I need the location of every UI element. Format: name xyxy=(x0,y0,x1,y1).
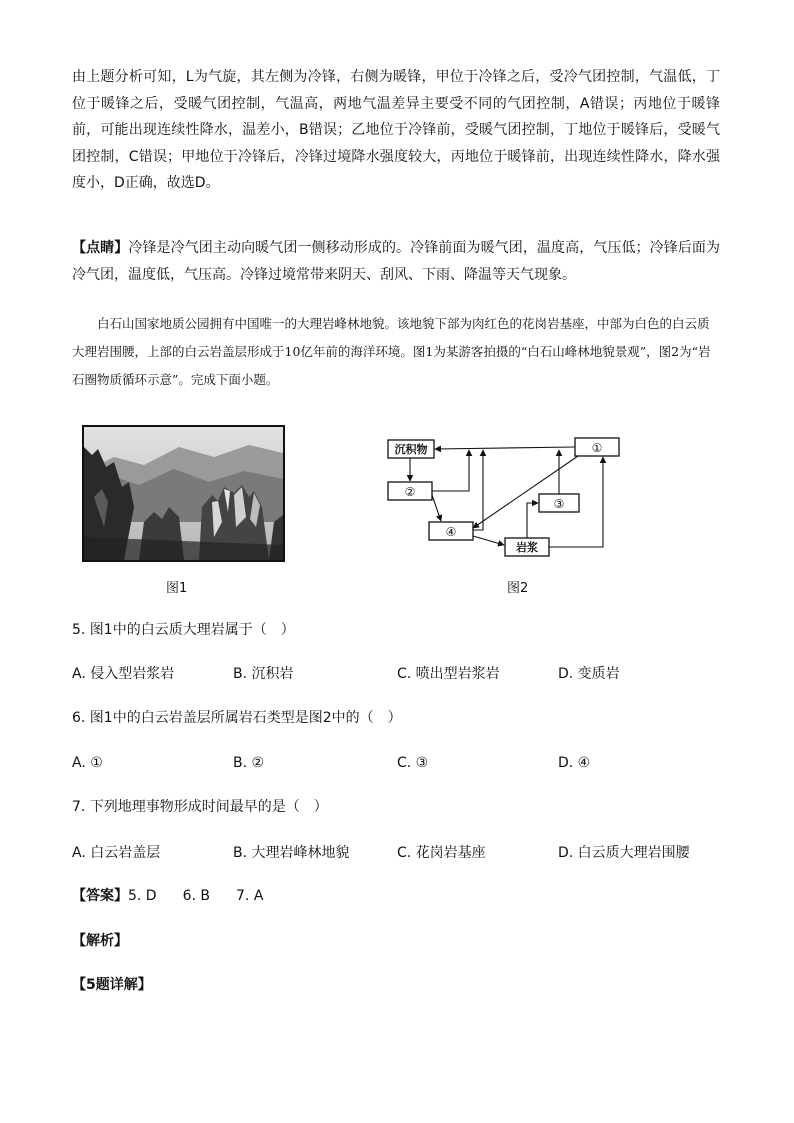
analysis-paragraph: 由上题分析可知，L为气旋，其左侧为冷锋，右侧为暖锋，甲位于冷锋之后，受冷气团控制，气温低，丁位于暖锋之后，受暖气团控制，气温高，两地气温差异主要受不同的气团控制，A错误；丙地位于暖锋前，可能出现连续性降水，温差小，B错误；乙地位于冷锋前，受暖气团控制，丁地位于暖锋后，受暖气团控制，C错误；甲地位于冷锋后，冷锋过境降水强度较大，丙地位于暖锋前，出现连续性降水，降水强度小，D正确，故选D。 xyxy=(72,69,720,191)
figure1-photo xyxy=(82,425,285,562)
answer-item-6: 6. B xyxy=(182,888,211,904)
question-7-option-b: B. 大理岩峰林地貌 xyxy=(233,845,350,861)
question-7-option-c: C. 花岗岩基座 xyxy=(397,845,486,861)
answer-row xyxy=(72,886,263,906)
node-1-label: ① xyxy=(591,441,603,455)
tip-text: 冷锋是冷气团主动向暖气团一侧移动形成的。冷锋前面为暖气团，温度高，气压低；冷锋后面为冷气团，温度低，气压高。冷锋过境常带来阴天、刮风、下雨、降温等天气现象。 xyxy=(72,240,721,283)
node-3-label: ③ xyxy=(553,497,565,511)
landscape-image xyxy=(84,427,283,560)
answer-label: 【答案】 xyxy=(72,888,128,904)
figure2-rock-cycle-diagram xyxy=(385,432,625,562)
question-6-option-d: D. ④ xyxy=(558,755,591,771)
question-5-option-b: B. 沉积岩 xyxy=(233,666,294,682)
question-7-option-d: D. 白云质大理岩围腰 xyxy=(558,845,690,861)
figure2-caption: 图2 xyxy=(507,581,529,596)
tip-label: 【点睛】 xyxy=(72,240,129,256)
question-6-stem: 6. 图1中的白云岩盖层所属岩石类型是图2中的（ ） xyxy=(72,710,402,726)
answer-item-5: 5. D xyxy=(128,888,157,904)
question-6-option-b: B. ② xyxy=(233,755,265,771)
question-5-option-d: D. 变质岩 xyxy=(558,666,620,682)
question-6-option-c: C. ③ xyxy=(397,755,429,771)
tip-paragraph xyxy=(72,235,720,288)
question-7-stem: 7. 下列地理事物形成时间最早的是（ ） xyxy=(72,799,328,815)
question-6-option-a: A. ① xyxy=(72,755,103,771)
question-5-option-a: A. 侵入型岩浆岩 xyxy=(72,666,175,682)
node-4-label: ④ xyxy=(445,525,457,539)
question-5-stem: 5. 图1中的白云质大理岩属于（ ） xyxy=(72,622,295,638)
figure1-caption: 图1 xyxy=(166,581,188,596)
question-5-detail-label: 【5题详解】 xyxy=(72,977,152,993)
node-magma-label: 岩浆 xyxy=(516,541,538,554)
question-intro: 白石山国家地质公园拥有中国唯一的大理岩峰林地貌。该地貌下部为肉红色的花岗岩基座，中部为白色的白云质大理岩围腰，上部的白云岩盖层形成于10亿年前的海洋环境。图1为某游客拍摄的“白石山峰林地貌景观”，图2为“岩石圈物质循环示意”。完成下面小题。 xyxy=(72,316,711,387)
answer-item-7: 7. A xyxy=(236,888,264,904)
question-7-option-a: A. 白云岩盖层 xyxy=(72,845,161,861)
node-sediment-label: 沉积物 xyxy=(394,443,428,456)
analysis-label: 【解析】 xyxy=(72,933,128,949)
question-5-option-c: C. 喷出型岩浆岩 xyxy=(397,666,500,682)
node-2-label: ② xyxy=(404,485,416,499)
